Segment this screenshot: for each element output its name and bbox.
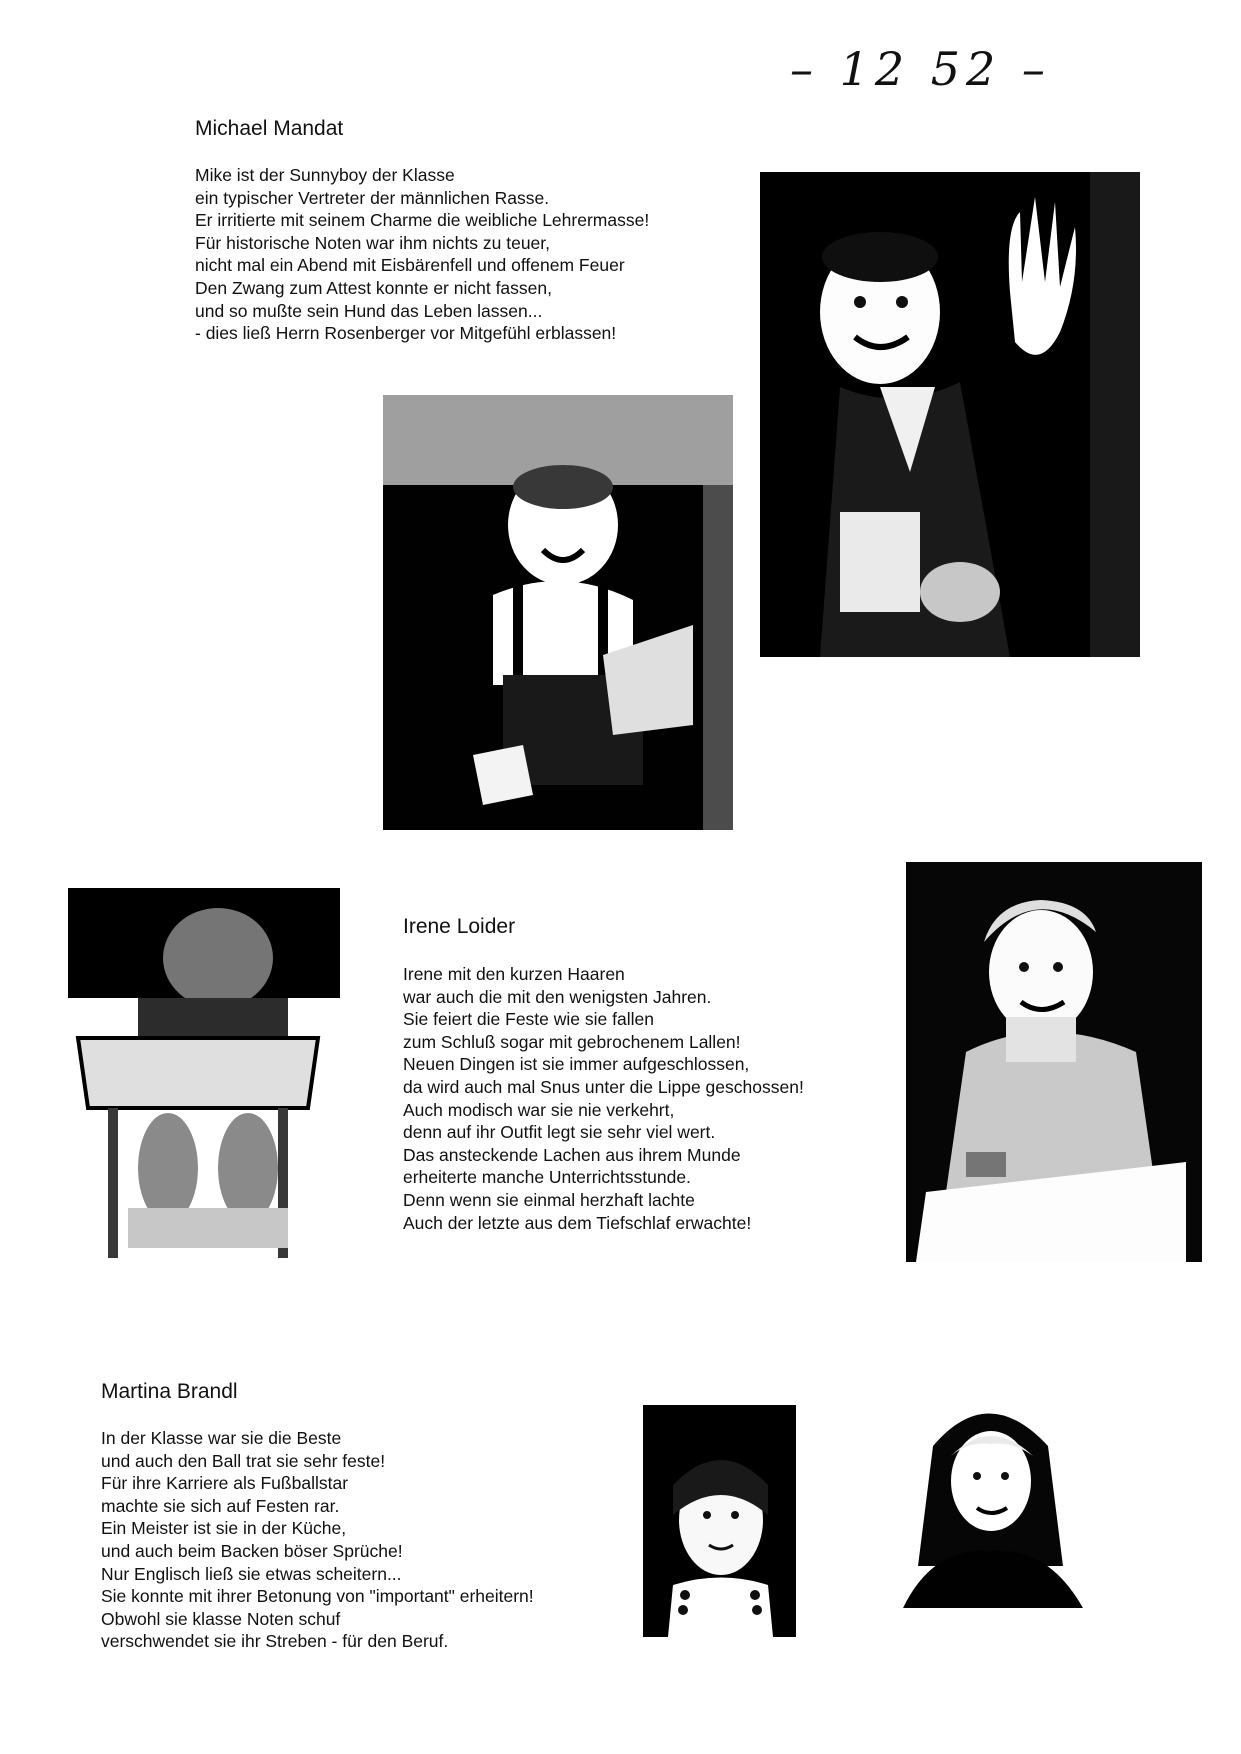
poem-line: denn auf ihr Outfit legt sie sehr viel wert. bbox=[403, 1122, 716, 1143]
poem-line: Auch der letzte aus dem Tiefschlaf erwachte! bbox=[403, 1212, 752, 1233]
poem-line: Sie feiert die Feste wie sie fallen bbox=[403, 1009, 654, 1030]
poem-line: Das ansteckende Lachen aus ihrem Munde bbox=[403, 1144, 741, 1165]
poem-line: zum Schluß sogar mit gebrochenem Lallen! bbox=[403, 1031, 741, 1052]
poem-line: machte sie sich auf Festen rar. bbox=[101, 1495, 340, 1516]
poem-line: Mike ist der Sunnyboy der Klasse bbox=[195, 165, 455, 185]
student-name-michael: Michael Mandat bbox=[195, 117, 344, 140]
poem-michael bbox=[195, 164, 649, 345]
poem-line: Ein Meister ist sie in der Küche, bbox=[101, 1518, 347, 1539]
photo-martina-adult bbox=[893, 1386, 1088, 1608]
poem-irene bbox=[403, 963, 804, 1234]
poem-martina bbox=[101, 1427, 534, 1653]
poem-line: Nur Englisch ließ sie etwas scheitern... bbox=[101, 1563, 402, 1584]
poem-line: Neuen Dingen ist sie immer aufgeschlossen, bbox=[403, 1054, 750, 1075]
poem-line: Denn wenn sie einmal herzhaft lachte bbox=[403, 1189, 695, 1210]
student-name-martina: Martina Brandl bbox=[101, 1380, 238, 1403]
photo-michael-adult bbox=[760, 172, 1140, 657]
student-name-irene: Irene Loider bbox=[403, 915, 516, 938]
poem-line: Den Zwang zum Attest konnte er nicht fassen, bbox=[195, 277, 552, 298]
poem-line: verschwendet sie ihr Streben - für den Beruf. bbox=[101, 1631, 449, 1652]
poem-line: nicht mal ein Abend mit Eisbärenfell und offenem Feuer bbox=[195, 255, 625, 276]
poem-line: war auch die mit den wenigsten Jahren. bbox=[403, 986, 712, 1007]
poem-line: Für ihre Karriere als Fußballstar bbox=[101, 1473, 349, 1494]
poem-line: und auch den Ball trat sie sehr feste! bbox=[101, 1450, 386, 1471]
handwritten-page-number: – 12 52 – bbox=[790, 42, 1051, 96]
poem-line: Irene mit den kurzen Haaren bbox=[403, 964, 625, 984]
poem-line: Auch modisch war sie nie verkehrt, bbox=[403, 1099, 675, 1120]
photo-martina-young bbox=[643, 1405, 796, 1637]
photo-irene-adult bbox=[906, 862, 1202, 1262]
poem-line: ein typischer Vertreter der männlichen Rasse. bbox=[195, 187, 550, 208]
poem-line: Er irritierte mit seinem Charme die weibliche Lehrermasse! bbox=[195, 210, 650, 231]
poem-line: Sie konnte mit ihrer Betonung von "important" erheitern! bbox=[101, 1586, 534, 1607]
poem-line: erheiterte manche Unterrichtsstunde. bbox=[403, 1167, 691, 1188]
poem-line: da wird auch mal Snus unter die Lippe geschossen! bbox=[403, 1076, 804, 1097]
poem-line: und auch beim Backen böser Sprüche! bbox=[101, 1540, 403, 1561]
photo-michael-baby bbox=[383, 395, 733, 830]
poem-line: Für historische Noten war ihm nichts zu teuer, bbox=[195, 232, 551, 253]
poem-line: In der Klasse war sie die Beste bbox=[101, 1428, 342, 1448]
poem-line: und so mußte sein Hund das Leben lassen... bbox=[195, 300, 543, 321]
poem-line: - dies ließ Herrn Rosenberger vor Mitgefühl erblassen! bbox=[195, 323, 617, 344]
photo-irene-baby bbox=[68, 888, 340, 1260]
poem-line: Obwohl sie klasse Noten schuf bbox=[101, 1608, 341, 1629]
